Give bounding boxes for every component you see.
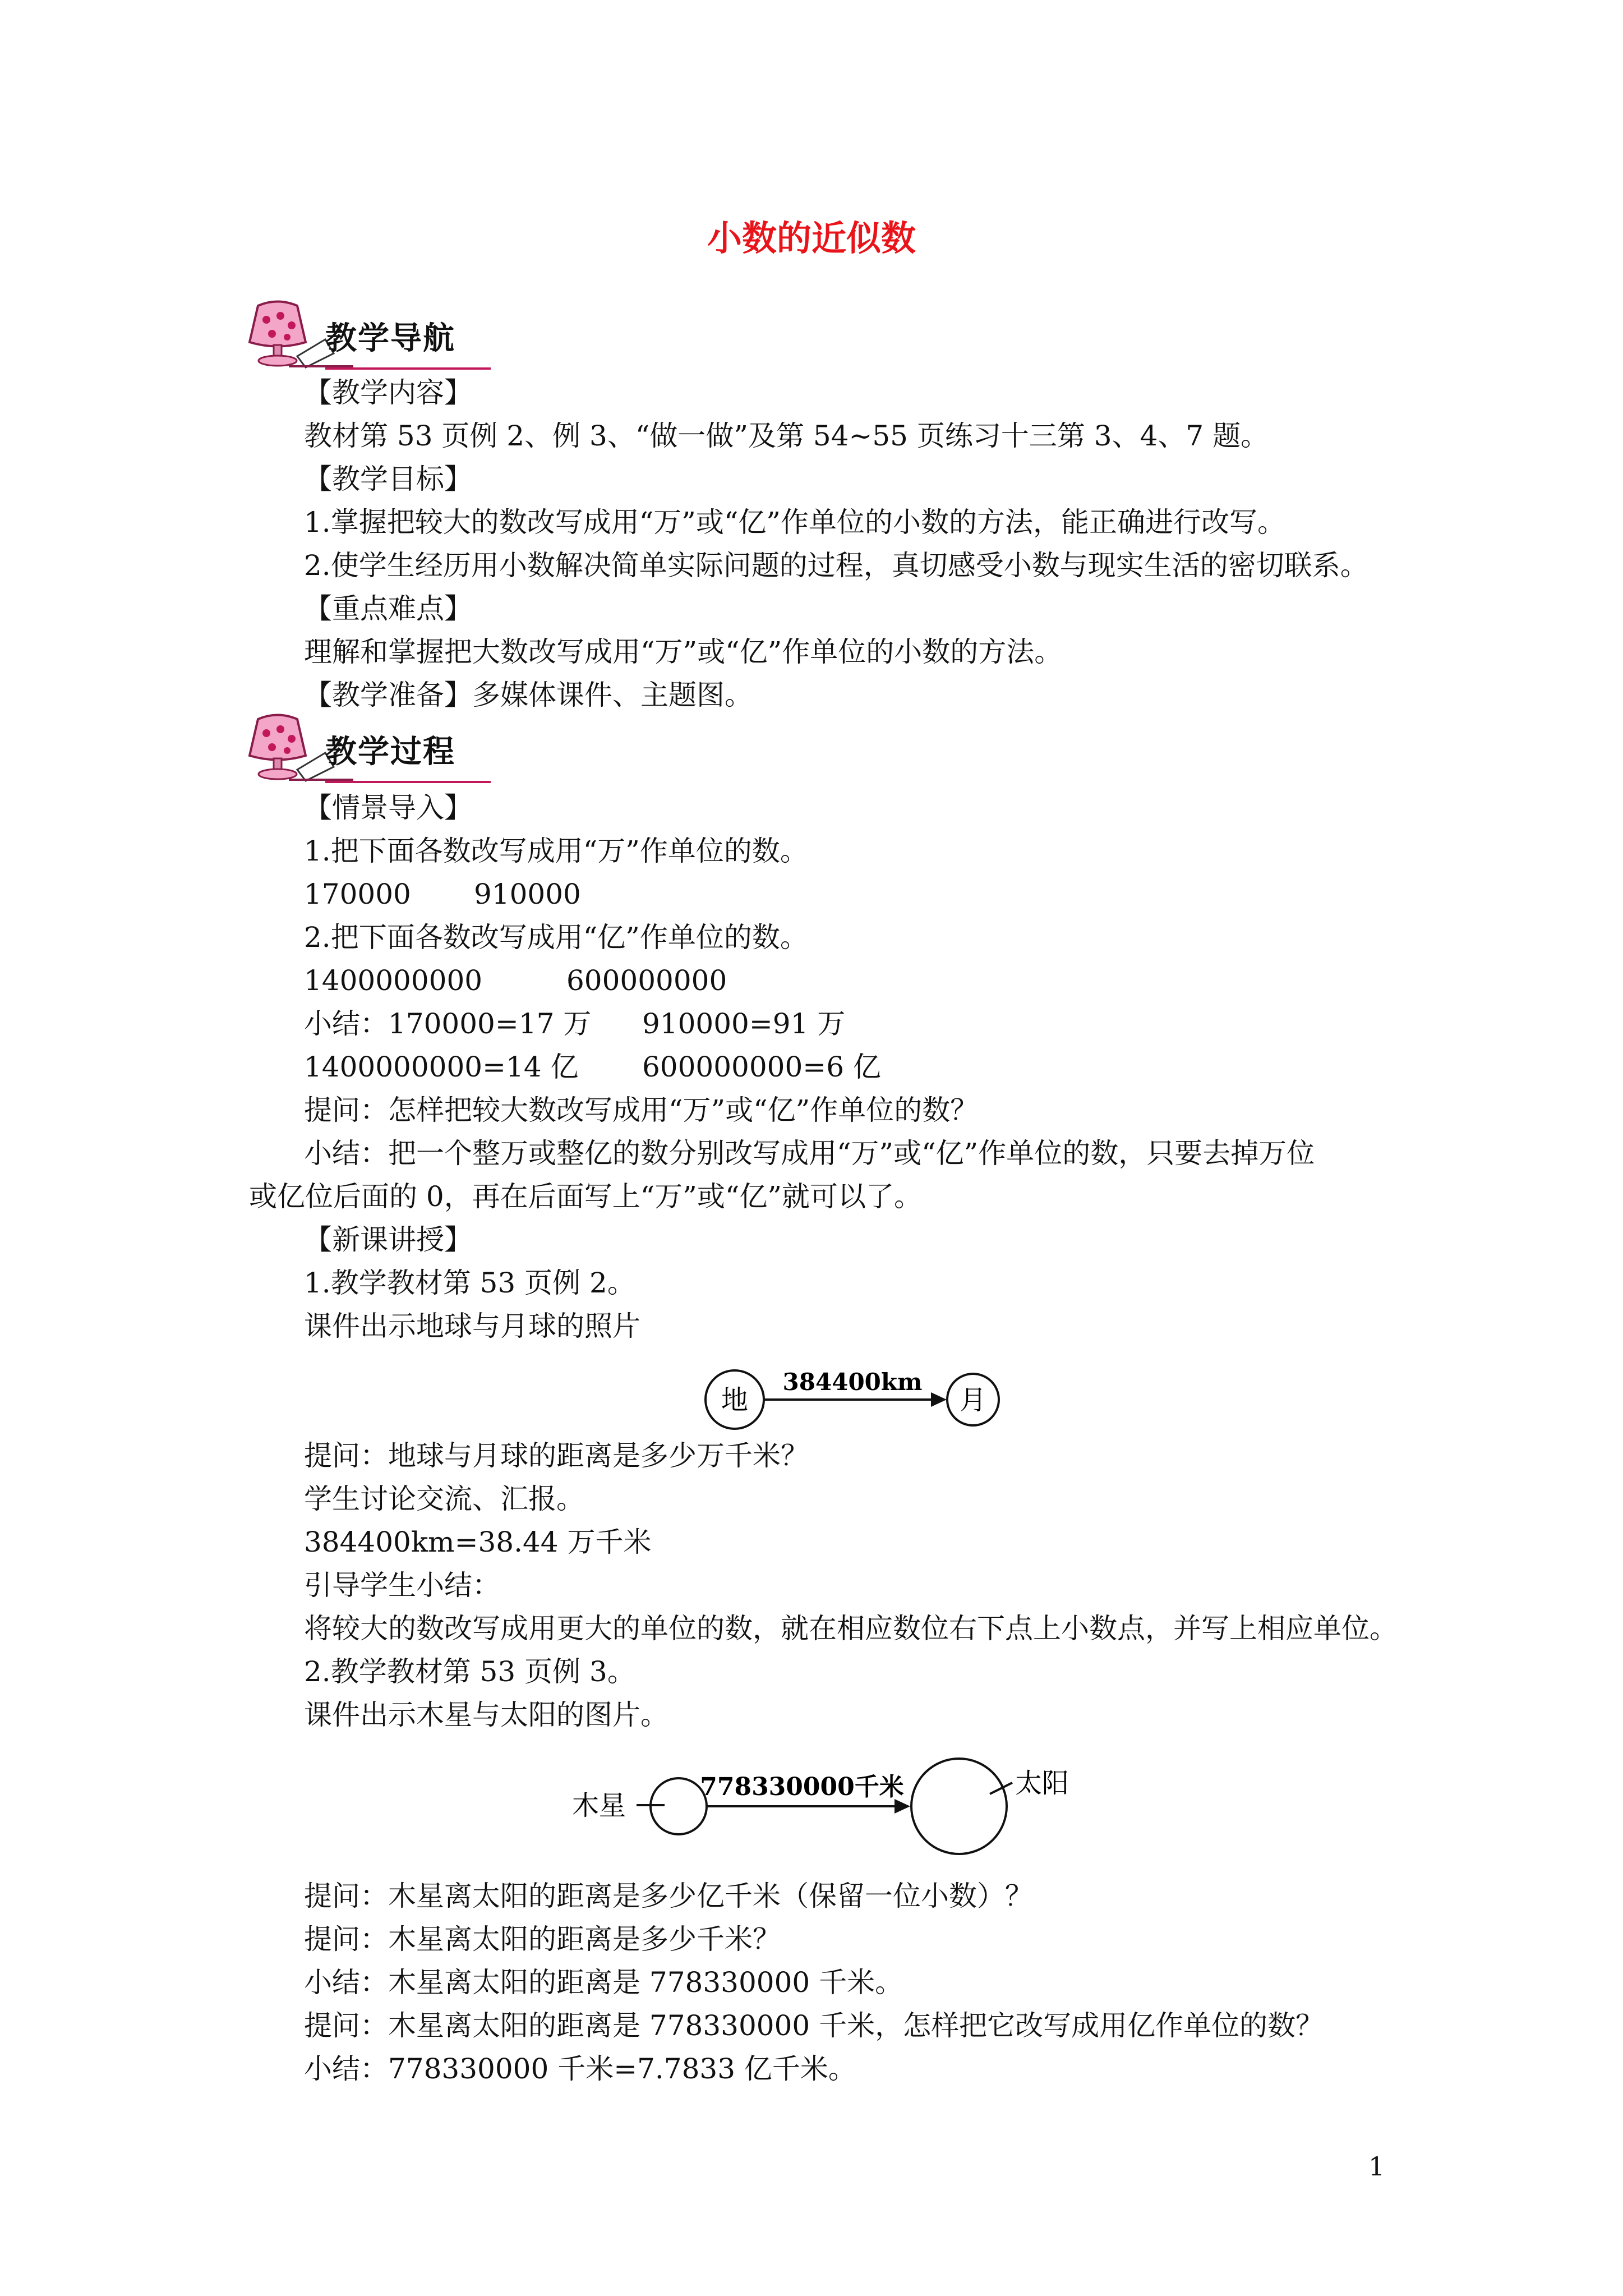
heading-key-points: 【重点难点】 <box>304 592 472 625</box>
sun-label: 太阳 <box>1015 1768 1069 1799</box>
number-a: 170000 <box>304 878 411 910</box>
distance-label: 384400km <box>782 1368 923 1396</box>
earth-label: 地 <box>721 1384 749 1416</box>
section-header-teaching-nav <box>236 300 494 373</box>
earth-moon-diagram <box>695 1358 1009 1430</box>
text-line: 引导学生小结： <box>304 1569 500 1602</box>
text-line: 将较大的数改写成用更大的单位的数，就在相应数位右下点上小数点，并写上相应单位。 <box>304 1612 1398 1645</box>
text-line: 学生讨论交流、汇报。 <box>304 1483 584 1515</box>
text-line: 小结：木星离太阳的距离是 778330000 千米。 <box>304 1966 903 1999</box>
section-header-label: 教学过程 <box>325 734 455 770</box>
heading-teaching-content: 【教学内容】 <box>304 376 472 409</box>
text-line: 提问：怎样把较大数改写成用“万”或“亿”作单位的数？ <box>304 1094 979 1126</box>
text-line: 或亿位后面的 0，再在后面写上“万”或“亿”就可以了。 <box>249 1180 922 1213</box>
number-b: 910000 <box>474 878 581 910</box>
summary-b: 910000=91 万 <box>642 1007 846 1040</box>
heading-scenario-intro: 【情景导入】 <box>304 792 472 824</box>
number-b: 600000000 <box>566 964 727 997</box>
text-line: 提问：地球与月球的距离是多少万千米？ <box>304 1439 809 1472</box>
text-line: 提问：木星离太阳的距离是 778330000 千米，怎样把它改写成用亿作单位的数？ <box>304 2009 1324 2042</box>
text-line: 384400km=38.44 万千米 <box>304 1526 652 1558</box>
text-line: 提问：木星离太阳的距离是多少亿千米（保留一位小数）？ <box>304 1880 1033 1912</box>
section-header-teaching-process <box>236 714 494 786</box>
text-line: 1.教学教材第 53 页例 2。 <box>304 1267 635 1299</box>
text-line: 2.教学教材第 53 页例 3。 <box>304 1655 635 1688</box>
text-line: 课件出示木星与太阳的图片。 <box>304 1699 668 1731</box>
page-number: 1 <box>1368 2151 1385 2182</box>
jupiter-sun-diagram <box>572 1739 1088 1868</box>
text-line: 1.把下面各数改写成用“万”作单位的数。 <box>304 835 808 867</box>
text-line: 小结：把一个整万或整亿的数分别改写成用“万”或“亿”作单位的数，只要去掉万位 <box>304 1137 1315 1170</box>
text-line: 2.把下面各数改写成用“亿”作单位的数。 <box>304 921 808 954</box>
distance-label: 778330000千米 <box>700 1773 904 1801</box>
text-line: 1.掌握把较大的数改写成用“万”或“亿”作单位的小数的方法，能正确进行改写。 <box>304 506 1285 539</box>
page-title: 小数的近似数 <box>707 218 916 259</box>
moon-label: 月 <box>959 1384 987 1416</box>
jupiter-label: 木星 <box>572 1790 626 1821</box>
sun-circle <box>911 1759 1007 1854</box>
section-header-label: 教学导航 <box>325 320 455 357</box>
number-a: 1400000000 <box>304 964 483 997</box>
text-line: 教材第 53 页例 2、例 3、“做一做”及第 54~55 页练习十三第 3、4、7 题。 <box>304 420 1269 452</box>
text-line: 提问：木星离太阳的距离是多少千米？ <box>304 1923 781 1955</box>
heading-preparation: 【教学准备】多媒体课件、主题图。 <box>304 679 753 711</box>
summary-b: 600000000=6 亿 <box>642 1051 881 1083</box>
heading-new-lesson: 【新课讲授】 <box>304 1223 472 1256</box>
text-line: 课件出示地球与月球的照片 <box>304 1310 640 1342</box>
text-line: 2.使学生经历用小数解决简单实际问题的过程，真切感受小数与现实生活的密切联系。 <box>304 549 1368 582</box>
text-line: 理解和掌握把大数改写成用“万”或“亿”作单位的小数的方法。 <box>304 636 1063 668</box>
text-line: 小结：778330000 千米=7.7833 亿千米。 <box>304 2053 856 2085</box>
summary-a: 1400000000=14 亿 <box>304 1051 579 1083</box>
summary-a: 小结：170000=17 万 <box>304 1007 592 1040</box>
heading-teaching-goals: 【教学目标】 <box>304 463 472 495</box>
